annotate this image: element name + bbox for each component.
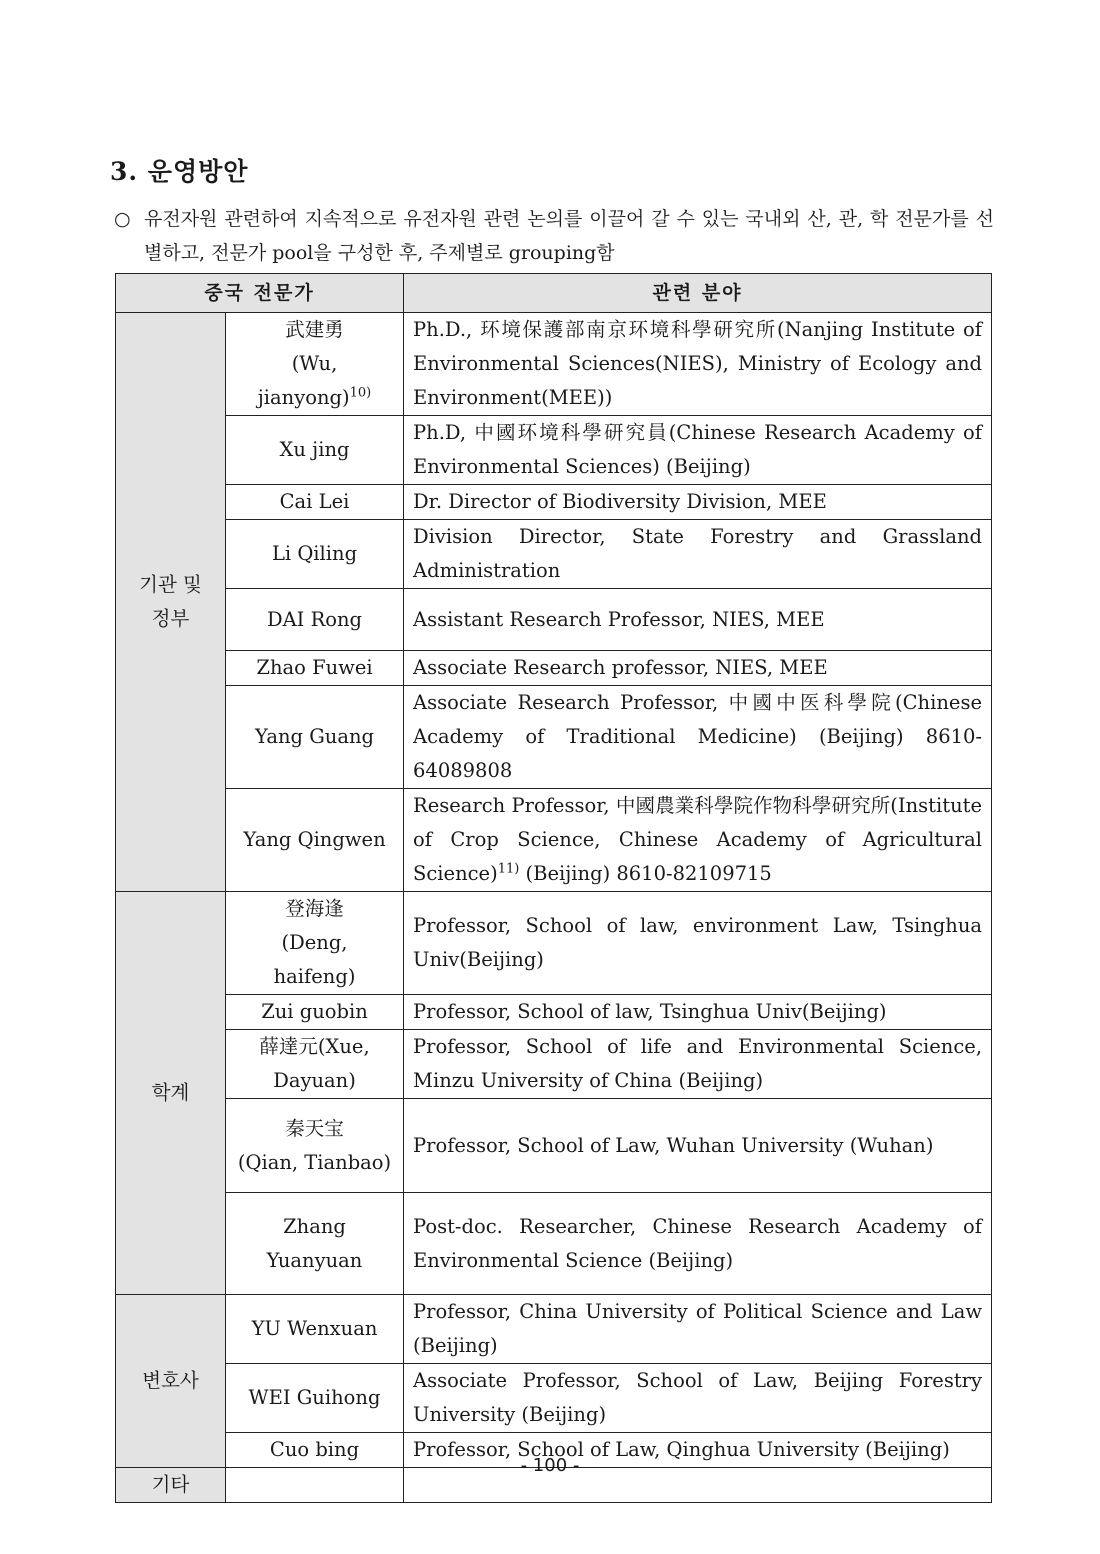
expert-name: Yang Qingwen: [226, 789, 404, 892]
expert-field: Professor, School of law, environment Law, Tsinghua Univ(Beijing): [404, 892, 992, 995]
expert-field: Professor, School of life and Environmental Science, Minzu University of China (Beijing): [404, 1030, 992, 1099]
section-heading: 3. 운영방안: [110, 157, 249, 186]
expert-field: Associate Research Professor, 中國中医科學院(Chinese Academy of Traditional Medicine) (Beijing) 8610-64089808: [404, 686, 992, 789]
expert-field: Professor, China University of Political Science and Law (Beijing): [404, 1295, 992, 1364]
expert-field: Associate Research professor, NIES, MEE: [404, 651, 992, 686]
footnote-ref: 10): [349, 385, 372, 401]
expert-name: Zui guobin: [226, 995, 404, 1030]
bullet-paragraph: [114, 202, 994, 270]
expert-name: Cai Lei: [226, 485, 404, 520]
expert-field: Assistant Research Professor, NIES, MEE: [404, 589, 992, 651]
expert-field: Post-doc. Researcher, Chinese Research Academy of Environmental Science (Beijing): [404, 1193, 992, 1295]
expert-name: Cuo bing: [226, 1433, 404, 1468]
table-row: [116, 1193, 992, 1295]
expert-name: 秦天宝 (Qian, Tianbao): [226, 1099, 404, 1193]
expert-name: Zhao Fuwei: [226, 651, 404, 686]
table-row: [116, 1030, 992, 1099]
expert-field: Ph.D, 中國环境科學研究員(Chinese Research Academy of Environmental Sciences) (Beijing): [404, 416, 992, 485]
table-row: [116, 1099, 992, 1193]
expert-field: Professor, School of Law, Wuhan University (Wuhan): [404, 1099, 992, 1193]
category-gov: 기관 및 정부: [116, 313, 226, 892]
expert-field: Division Director, State Forestry and Grassland Administration: [404, 520, 992, 589]
expert-field: Dr. Director of Biodiversity Division, MEE: [404, 485, 992, 520]
expert-field: Associate Professor, School of Law, Beijing Forestry University (Beijing): [404, 1364, 992, 1433]
expert-field: Ph.D., 环境保護部南京环境科學研究所(Nanjing Institute of Environmental Sciences(NIES), Ministry of Ecology and Environment(MEE)): [404, 313, 992, 416]
table-row: [116, 995, 992, 1030]
category-other: 기타: [116, 1468, 226, 1503]
expert-name: 登海逢 (Deng, haifeng): [226, 892, 404, 995]
table-row: [116, 520, 992, 589]
expert-name: 薛達元(Xue, Dayuan): [226, 1030, 404, 1099]
expert-table: [115, 273, 992, 1503]
table-row: [116, 686, 992, 789]
table-row: [116, 892, 992, 995]
table-row: [116, 789, 992, 892]
table-row: [116, 485, 992, 520]
expert-field: Professor, School of Law, Qinghua University (Beijing): [404, 1433, 992, 1468]
bullet-marker: ○: [114, 208, 131, 230]
expert-name: Zhang Yuanyuan: [226, 1193, 404, 1295]
expert-field: Professor, School of law, Tsinghua Univ(Beijing): [404, 995, 992, 1030]
expert-name: Li Qiling: [226, 520, 404, 589]
category-academia: 학계: [116, 892, 226, 1295]
footnote-ref: 11): [497, 861, 520, 877]
table-row: [116, 651, 992, 686]
expert-name: Yang Guang: [226, 686, 404, 789]
table-row: [116, 1295, 992, 1364]
expert-name: DAI Rong: [226, 589, 404, 651]
table-row: [116, 313, 992, 416]
bullet-text: 유전자원 관련하여 지속적으로 유전자원 관련 논의를 이끌어 갈 수 있는 국내외 산, 관, 학 전문가를 선별하고, 전문가 pool을 구성한 후, 주제별로 grouping함: [144, 208, 994, 264]
expert-name: WEI Guihong: [226, 1364, 404, 1433]
expert-name: YU Wenxuan: [226, 1295, 404, 1364]
expert-field: Research Professor, 中國農業科學院作物科學研究所(Institute of Crop Science, Chinese Academy of Agricultural Science)$^{11)}$ (Beijing) 8610-82109715: [404, 789, 992, 892]
expert-name: 武建勇 (Wu, jianyong)$^{10)}$: [226, 313, 404, 416]
header-field: 관련 분야: [404, 274, 992, 313]
table-row: [116, 1364, 992, 1433]
table-row: [116, 589, 992, 651]
expert-name: Xu jing: [226, 416, 404, 485]
header-expert: 중국 전문가: [116, 274, 404, 313]
table-header-row: [116, 274, 992, 313]
category-lawyer: 변호사: [116, 1295, 226, 1468]
table-row: [116, 416, 992, 485]
page-number: - 100 -: [520, 1455, 580, 1476]
